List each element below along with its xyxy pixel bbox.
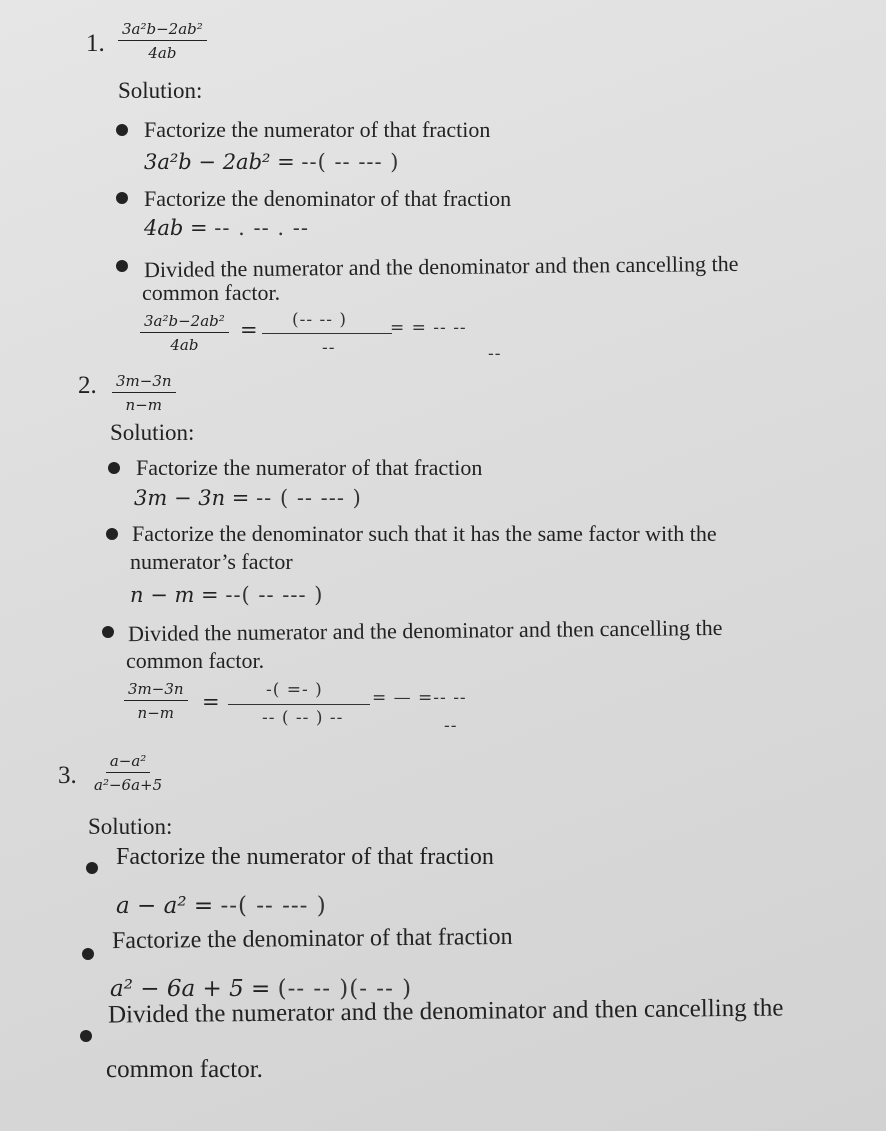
bullet-icon (86, 862, 98, 874)
problem-2-step-2: Factorize the denominator such that it has the same factor with the (132, 521, 717, 546)
answer-blank: --( -- --- ) (301, 150, 400, 174)
problem-1-numerator-equation (144, 150, 399, 174)
equation-lhs: 3a²b − 2ab² = (144, 150, 295, 174)
bullet-icon (116, 260, 128, 272)
problem-2-numerator: 3m−3n (112, 372, 176, 393)
bullet-icon (102, 626, 114, 638)
problem-3-step-1: Factorize the numerator of that fraction (116, 844, 494, 870)
bullet-icon (82, 948, 94, 960)
problem-1-final-blank-den: -- (322, 338, 336, 358)
problem-2-final-blank-num: -( =- ) (266, 680, 323, 700)
problem-3-numerator-equation (116, 893, 327, 919)
bullet-icon (108, 462, 120, 474)
problem-1-final-blank-num: (-- -- ) (292, 310, 348, 330)
problem-2-step-3-cont: common factor. (126, 648, 265, 673)
bullet-icon (116, 124, 128, 136)
problem-1-fraction (118, 20, 207, 62)
problem-3-solution-label: Solution: (88, 814, 173, 839)
answer-blank: (-- -- )(- -- ) (277, 976, 413, 1002)
equation-lhs: 3m − 3n = (134, 486, 250, 510)
answer-blank: --( -- --- ) (225, 583, 324, 607)
problem-2-solution-label: Solution: (110, 420, 195, 445)
problem-1-step-3-cont: common factor. (142, 280, 281, 305)
problem-2-final-blank-den: -- ( -- ) -- (262, 708, 344, 728)
problem-2-fraction (112, 372, 176, 414)
problem-3-numerator: a−a² (106, 752, 150, 773)
bullet-icon (80, 1030, 92, 1042)
fraction-bar (228, 704, 370, 705)
problem-3-denominator: a²−6a+5 (94, 776, 163, 794)
problem-2-final-tail: = — =-- -- (372, 688, 467, 708)
fraction-bar (262, 333, 392, 334)
bullet-icon (106, 528, 118, 540)
equation-lhs: a² − 6a + 5 = (110, 976, 271, 1002)
problem-2-denominator-equation (130, 583, 323, 607)
problem-1-step-2: Factorize the denominator of that fraction (144, 186, 512, 211)
problem-3-step-3: Divided the numerator and the denominator and then cancelling the (107, 994, 784, 1029)
problem-3-step-2: Factorize the denominator of that fraction (111, 923, 513, 955)
problem-2-final-lhs (124, 680, 188, 722)
problem-1-number: 1. (86, 30, 105, 57)
equals-sign: = (240, 318, 258, 342)
problem-2-number: 2. (78, 372, 97, 399)
answer-blank: --( -- --- ) (220, 893, 327, 919)
problem-1-denominator: 4ab (148, 44, 177, 62)
final-lhs-numerator: 3m−3n (124, 680, 188, 701)
problem-1-solution-label: Solution: (118, 78, 203, 103)
problem-1-step-1: Factorize the numerator of that fraction (144, 117, 491, 142)
problem-2-step-2-cont: numerator’s factor (130, 549, 293, 574)
problem-3-step-3-cont: common factor. (106, 1056, 263, 1083)
problem-1-final-lhs (140, 312, 229, 354)
bullet-icon (116, 192, 128, 204)
problem-2-step-1: Factorize the numerator of that fraction (136, 455, 483, 480)
problem-2-denominator: n−m (125, 396, 162, 414)
answer-blank: -- . -- . -- (214, 216, 309, 240)
problem-1-final-tail-den: -- (488, 344, 502, 364)
equals-sign: = (202, 690, 220, 714)
answer-blank: -- ( -- --- ) (256, 486, 362, 510)
final-lhs-denominator: n−m (137, 704, 174, 722)
problem-3-number: 3. (58, 762, 77, 789)
problem-2-numerator-equation (134, 486, 362, 510)
problem-1-step-3: Divided the numerator and the denominator and then cancelling the (143, 250, 739, 283)
problem-1-final-tail: = = -- -- (390, 318, 467, 338)
equation-lhs: n − m = (130, 583, 219, 607)
problem-1-denominator-equation (144, 216, 309, 240)
equation-lhs: a − a² = (116, 893, 214, 919)
problem-1-numerator: 3a²b−2ab² (118, 20, 207, 41)
problem-2-final-tail-den: -- (444, 716, 458, 736)
equation-lhs: 4ab = (144, 216, 208, 240)
problem-2-step-3: Divided the numerator and the denominator and then cancelling the (127, 614, 723, 647)
final-lhs-numerator: 3a²b−2ab² (140, 312, 229, 333)
problem-3-fraction (94, 752, 162, 794)
final-lhs-denominator: 4ab (170, 336, 199, 354)
